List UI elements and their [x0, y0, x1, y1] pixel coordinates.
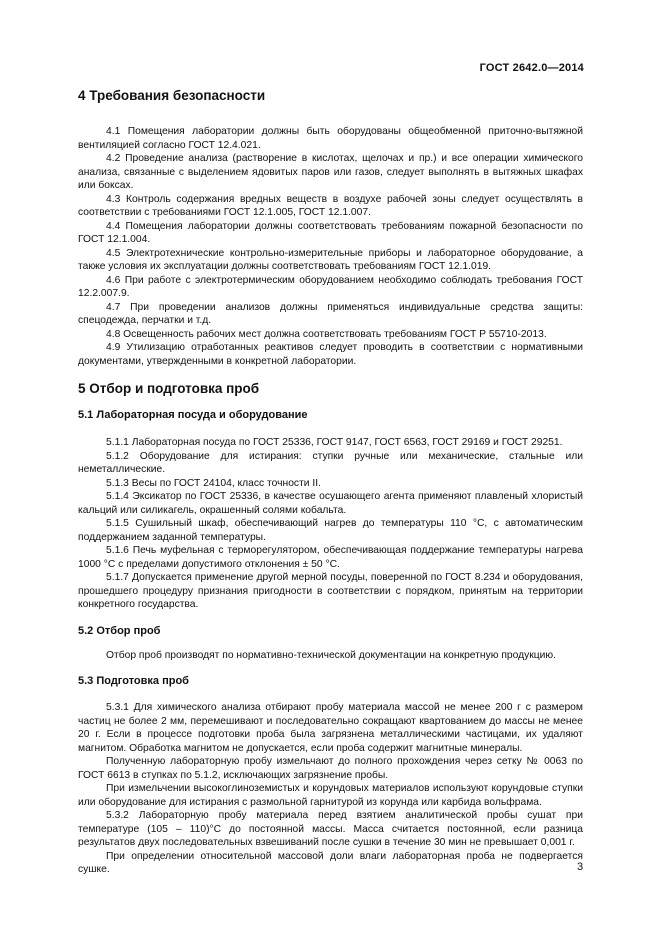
paragraph-4-3: 4.3 Контроль содержания вредных веществ в воздухе рабочей зоны следует осуществлять в соответствии с требованиями ГОСТ 12.1.005, ГОСТ 12.1.007.: [78, 193, 583, 218]
paragraph-4-8: 4.8 Освещенность рабочих мест должна соответствовать требованиям ГОСТ Р 55710-2013.: [106, 328, 547, 340]
page-number: 3: [577, 861, 584, 873]
paragraph-4-6: 4.6 При работе с электротермическим оборудованием необходимо соблюдать требования ГОСТ 12.2.007.9.: [78, 274, 583, 299]
paragraph-5-3-1-b: Полученную лабораторную пробу измельчают до полного прохождения через сетку № 0063 по ГОСТ 6613 в ступках по 5.1.2, исключающих загрязнение пробы.: [78, 756, 583, 781]
subsection-5-1-body: [78, 436, 583, 612]
subsection-5-2-body: [78, 649, 583, 663]
paragraph-5-1-2: 5.1.2 Оборудование для истирания: ступки ручные или механические, стальные или неметаллические.: [78, 450, 583, 475]
subsection-5-3-body: [78, 701, 583, 877]
paragraph-4-5: 4.5 Электротехнические контрольно-измерительные приборы и лабораторное оборудование, а также условия их эксплуатации должны соответствовать требованиям ГОСТ 12.1.019.: [78, 247, 583, 272]
section-4-body: [78, 125, 583, 368]
paragraph-5-3-2-b: При определении относительной массовой доли влаги лабораторная проба не подвергается сушке.: [78, 850, 583, 875]
section-4-title: 4 Требования безопасности: [78, 88, 266, 103]
subsection-5-2-title: 5.2 Отбор проб: [78, 624, 161, 637]
paragraph-5-1-4: 5.1.4 Эксикатор по ГОСТ 25336, в качестве осушающего агента применяют плавленый хлористый кальций или силикагель, окрашенный солями кобальта.: [78, 491, 583, 516]
paragraph-4-9: 4.9 Утилизацию отработанных реактивов следует проводить в соответствии с нормативными документами, утвержденными в конкретной лаборатории.: [78, 342, 583, 367]
section-5-title: 5 Отбор и подготовка проб: [78, 381, 260, 396]
paragraph-5-3-2: 5.3.2 Лабораторную пробу материала перед взятием аналитической пробы сушат при температуре (105 – 110)°С до постоянной массы. Масса считается постоянной, если разница результатов двух последовательных взвешиваний после сушки в течение 30 мин не превышает 0,001 г.: [78, 810, 583, 848]
paragraph-5-3-1: 5.3.1 Для химического анализа отбирают пробу материала массой не менее 200 г с размером частиц не более 2 мм, перемешивают и последовательно сокращают квартованием до массы не менее 20 г. Если в процессе подготовки проба была загрязнена металлическими частицами, их удаляют магнитом. Обработка магнитом не допускается, если проба содержит магнитные минералы.: [78, 702, 583, 754]
subsection-5-3-title: 5.3 Подготовка проб: [78, 675, 189, 687]
paragraph-4-7: 4.7 При проведении анализов должны применяться индивидуальные средства защиты: спецодежда, перчатки и т.д.: [78, 301, 583, 326]
paragraph-5-1-3: 5.1.3 Весы по ГОСТ 24104, класс точности II.: [106, 477, 321, 489]
paragraph-5-1-5: 5.1.5 Сушильный шкаф, обеспечивающий нагрев до температуры 110 °С, с автоматическим поддержанием заданной температуры.: [78, 518, 583, 543]
document-code: ГОСТ 2642.0—2014: [479, 62, 584, 74]
paragraph-4-1: 4.1 Помещения лаборатории должны быть оборудованы общеобменной приточно-вытяжной вентиляцией согласно ГОСТ 12.4.021.: [78, 126, 583, 151]
paragraph-5-1-1: 5.1.1 Лабораторная посуда по ГОСТ 25336, ГОСТ 9147, ГОСТ 6563, ГОСТ 29169 и ГОСТ 29251.: [106, 437, 563, 448]
paragraph-4-4: 4.4 Помещения лаборатории должны соответствовать требованиям пожарной безопасности по ГОСТ 12.1.004.: [78, 220, 583, 245]
page-content: [78, 87, 583, 877]
paragraph-5-3-1-c: При измельчении высокоглиноземистых и корундовых материалов используют корундовые ступки или оборудование для истирания с размольной гарнитурой из корунда или карбида вольфрама.: [78, 783, 583, 808]
paragraph-5-1-6: 5.1.6 Печь муфельная с терморегулятором, обеспечивающая поддержание температуры нагрева 1000 °С с пределами допустимого отклонения ± 50 °С.: [78, 545, 583, 570]
paragraph-4-2: 4.2 Проведение анализа (растворение в кислотах, щелочах и пр.) и все операции химического анализа, связанные с выделением ядовитых паров или газов, следует выполнять в вытяжных шкафах или боксах.: [78, 153, 583, 191]
subsection-5-1-title: 5.1 Лабораторная посуда и оборудование: [78, 409, 308, 421]
paragraph-5-2: Отбор проб производят по нормативно-технической документации на конкретную продукцию.: [106, 649, 557, 661]
paragraph-5-1-7: 5.1.7 Допускается применение другой мерной посуды, поверенной по ГОСТ 8.234 и оборудования, прошедшего процедуру признания пригодности в соответствии с порядком, принятым на территории конкретного государства.: [78, 572, 583, 610]
